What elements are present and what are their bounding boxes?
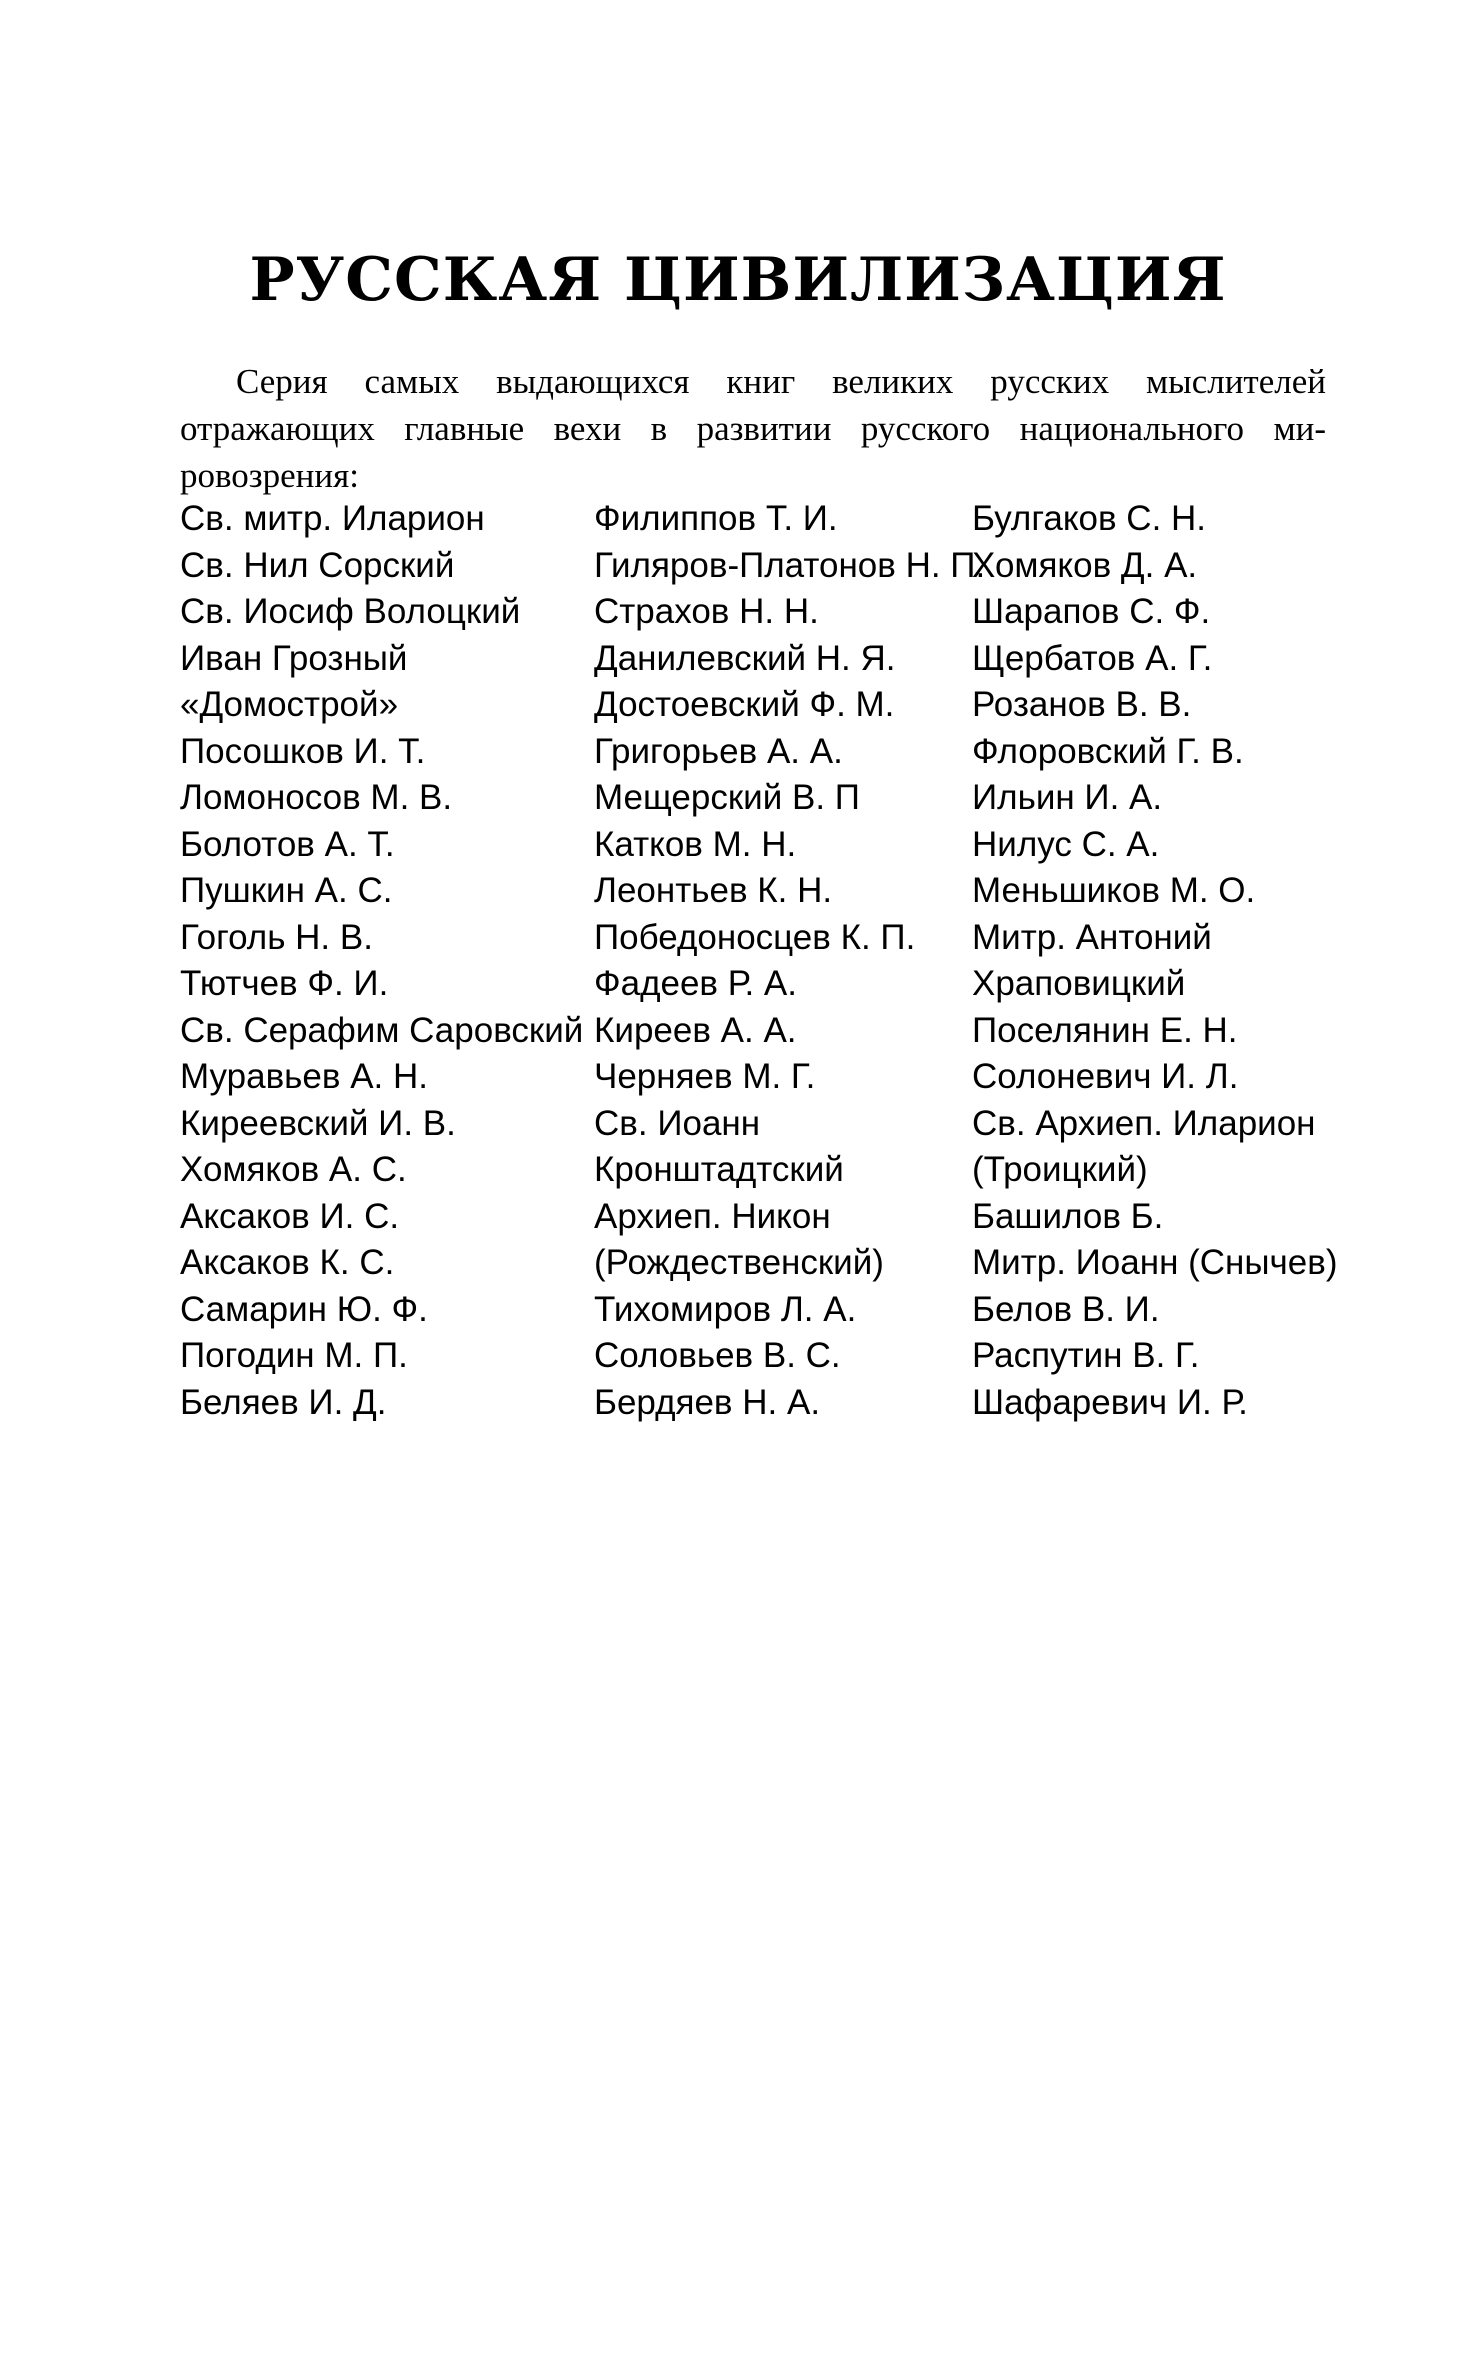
description-line-1: Серия самых выдающихся книг великих русских мыслителей bbox=[236, 362, 1326, 401]
author-entry: Посошков И. Т. bbox=[180, 731, 426, 771]
author-entry: Муравьев А. Н. bbox=[180, 1057, 428, 1096]
author-entry: Киреевский И. В. bbox=[180, 1103, 456, 1143]
author-entry: Булгаков С. Н. bbox=[972, 499, 1207, 538]
author-entry: Леонтьев К. Н. bbox=[594, 871, 833, 910]
author-entry: Аксаков К. С. bbox=[180, 1243, 395, 1282]
author-entry: Тихомиров Л. А. bbox=[594, 1289, 857, 1329]
author-entry: Самарин Ю. Ф. bbox=[180, 1289, 428, 1329]
author-entry: Св. Иоанн bbox=[594, 1103, 761, 1143]
author-entry: Башилов Б. bbox=[972, 1196, 1164, 1236]
author-entry: Хомяков Д. А. bbox=[972, 545, 1198, 585]
author-entry: Митр. Иоанн (Снычев) bbox=[972, 1243, 1338, 1282]
author-entry: Данилевский Н. Я. bbox=[594, 638, 896, 678]
author-entry: Пушкин А. С. bbox=[180, 871, 393, 910]
author-entry: Хомяков А. С. bbox=[180, 1150, 407, 1189]
author-entry: Розанов В. В. bbox=[972, 685, 1192, 724]
author-entry: Соловьев В. С. bbox=[594, 1336, 841, 1375]
author-entry: Иван Грозный bbox=[180, 638, 408, 678]
author-column-1 bbox=[180, 496, 583, 1426]
author-entry: Страхов Н. Н. bbox=[594, 592, 819, 631]
author-entry: Погодин М. П. bbox=[180, 1336, 408, 1375]
author-entry: Тютчев Ф. И. bbox=[180, 964, 389, 1003]
author-entry: Белов В. И. bbox=[972, 1289, 1160, 1329]
author-entry: Св. Нил Сорский bbox=[180, 545, 455, 585]
description-line-2: отражающих главные вехи в развитии русского национального ми- bbox=[180, 409, 1326, 448]
author-entry: Храповицкий bbox=[972, 964, 1186, 1003]
author-column-3 bbox=[972, 496, 1337, 1426]
author-entry: Болотов А. Т. bbox=[180, 824, 395, 864]
author-entry: Беляев И. Д. bbox=[180, 1382, 387, 1422]
author-entry: Мещерский В. П bbox=[594, 778, 860, 817]
author-entry: Шафаревич И. Р. bbox=[972, 1382, 1248, 1422]
author-entry: (Троицкий) bbox=[972, 1150, 1148, 1189]
author-entry: Гоголь Н. В. bbox=[180, 917, 373, 957]
series-description bbox=[180, 358, 1326, 499]
author-entry: Св. Серафим Саровский bbox=[180, 1010, 584, 1050]
author-entry: Ильин И. А. bbox=[972, 778, 1163, 817]
author-entry: Щербатов А. Г. bbox=[972, 638, 1213, 678]
author-entry: Солоневич И. Л. bbox=[972, 1057, 1239, 1096]
author-entry: Меньшиков М. О. bbox=[972, 871, 1256, 910]
author-entry: Бердяев Н. А. bbox=[594, 1382, 821, 1422]
author-entry: Филиппов Т. И. bbox=[594, 499, 838, 538]
author-entry: Победоносцев К. П. bbox=[594, 917, 916, 957]
author-column-2 bbox=[594, 496, 985, 1426]
author-entry: Аксаков И. С. bbox=[180, 1196, 400, 1236]
author-entry: Катков М. Н. bbox=[594, 824, 797, 864]
author-entry: Фадеев Р. А. bbox=[594, 964, 797, 1003]
author-entry: Распутин В. Г. bbox=[972, 1336, 1200, 1375]
author-entry: Григорьев А. А. bbox=[594, 731, 843, 771]
description-line-3: ровозрения: bbox=[180, 456, 359, 495]
author-entry: Поселянин Е. Н. bbox=[972, 1010, 1238, 1050]
series-title: РУССКАЯ ЦИВИЛИЗАЦИЯ bbox=[249, 245, 1227, 315]
author-entry: Нилус С. А. bbox=[972, 824, 1160, 864]
author-entry: Митр. Антоний bbox=[972, 917, 1212, 957]
author-entry: Черняев М. Г. bbox=[594, 1057, 816, 1096]
author-entry: Гиляров-Платонов Н. П. bbox=[594, 545, 986, 585]
author-entry: Ломоносов М. В. bbox=[180, 778, 453, 817]
author-entry: (Рождественский) bbox=[594, 1243, 884, 1282]
author-entry: Св. митр. Иларион bbox=[180, 499, 485, 538]
author-entry: Кронштадтский bbox=[594, 1150, 844, 1189]
author-entry: Киреев А. А. bbox=[594, 1010, 797, 1050]
author-entry: Достоевский Ф. М. bbox=[594, 685, 895, 724]
author-entry: Св. Архиеп. Иларион bbox=[972, 1103, 1316, 1143]
author-entry: Архиеп. Никон bbox=[594, 1196, 831, 1236]
author-entry: Флоровский Г. В. bbox=[972, 731, 1244, 771]
author-entry: «Домострой» bbox=[180, 685, 399, 724]
author-entry: Св. Иосиф Волоцкий bbox=[180, 592, 521, 631]
author-entry: Шарапов С. Ф. bbox=[972, 592, 1211, 631]
